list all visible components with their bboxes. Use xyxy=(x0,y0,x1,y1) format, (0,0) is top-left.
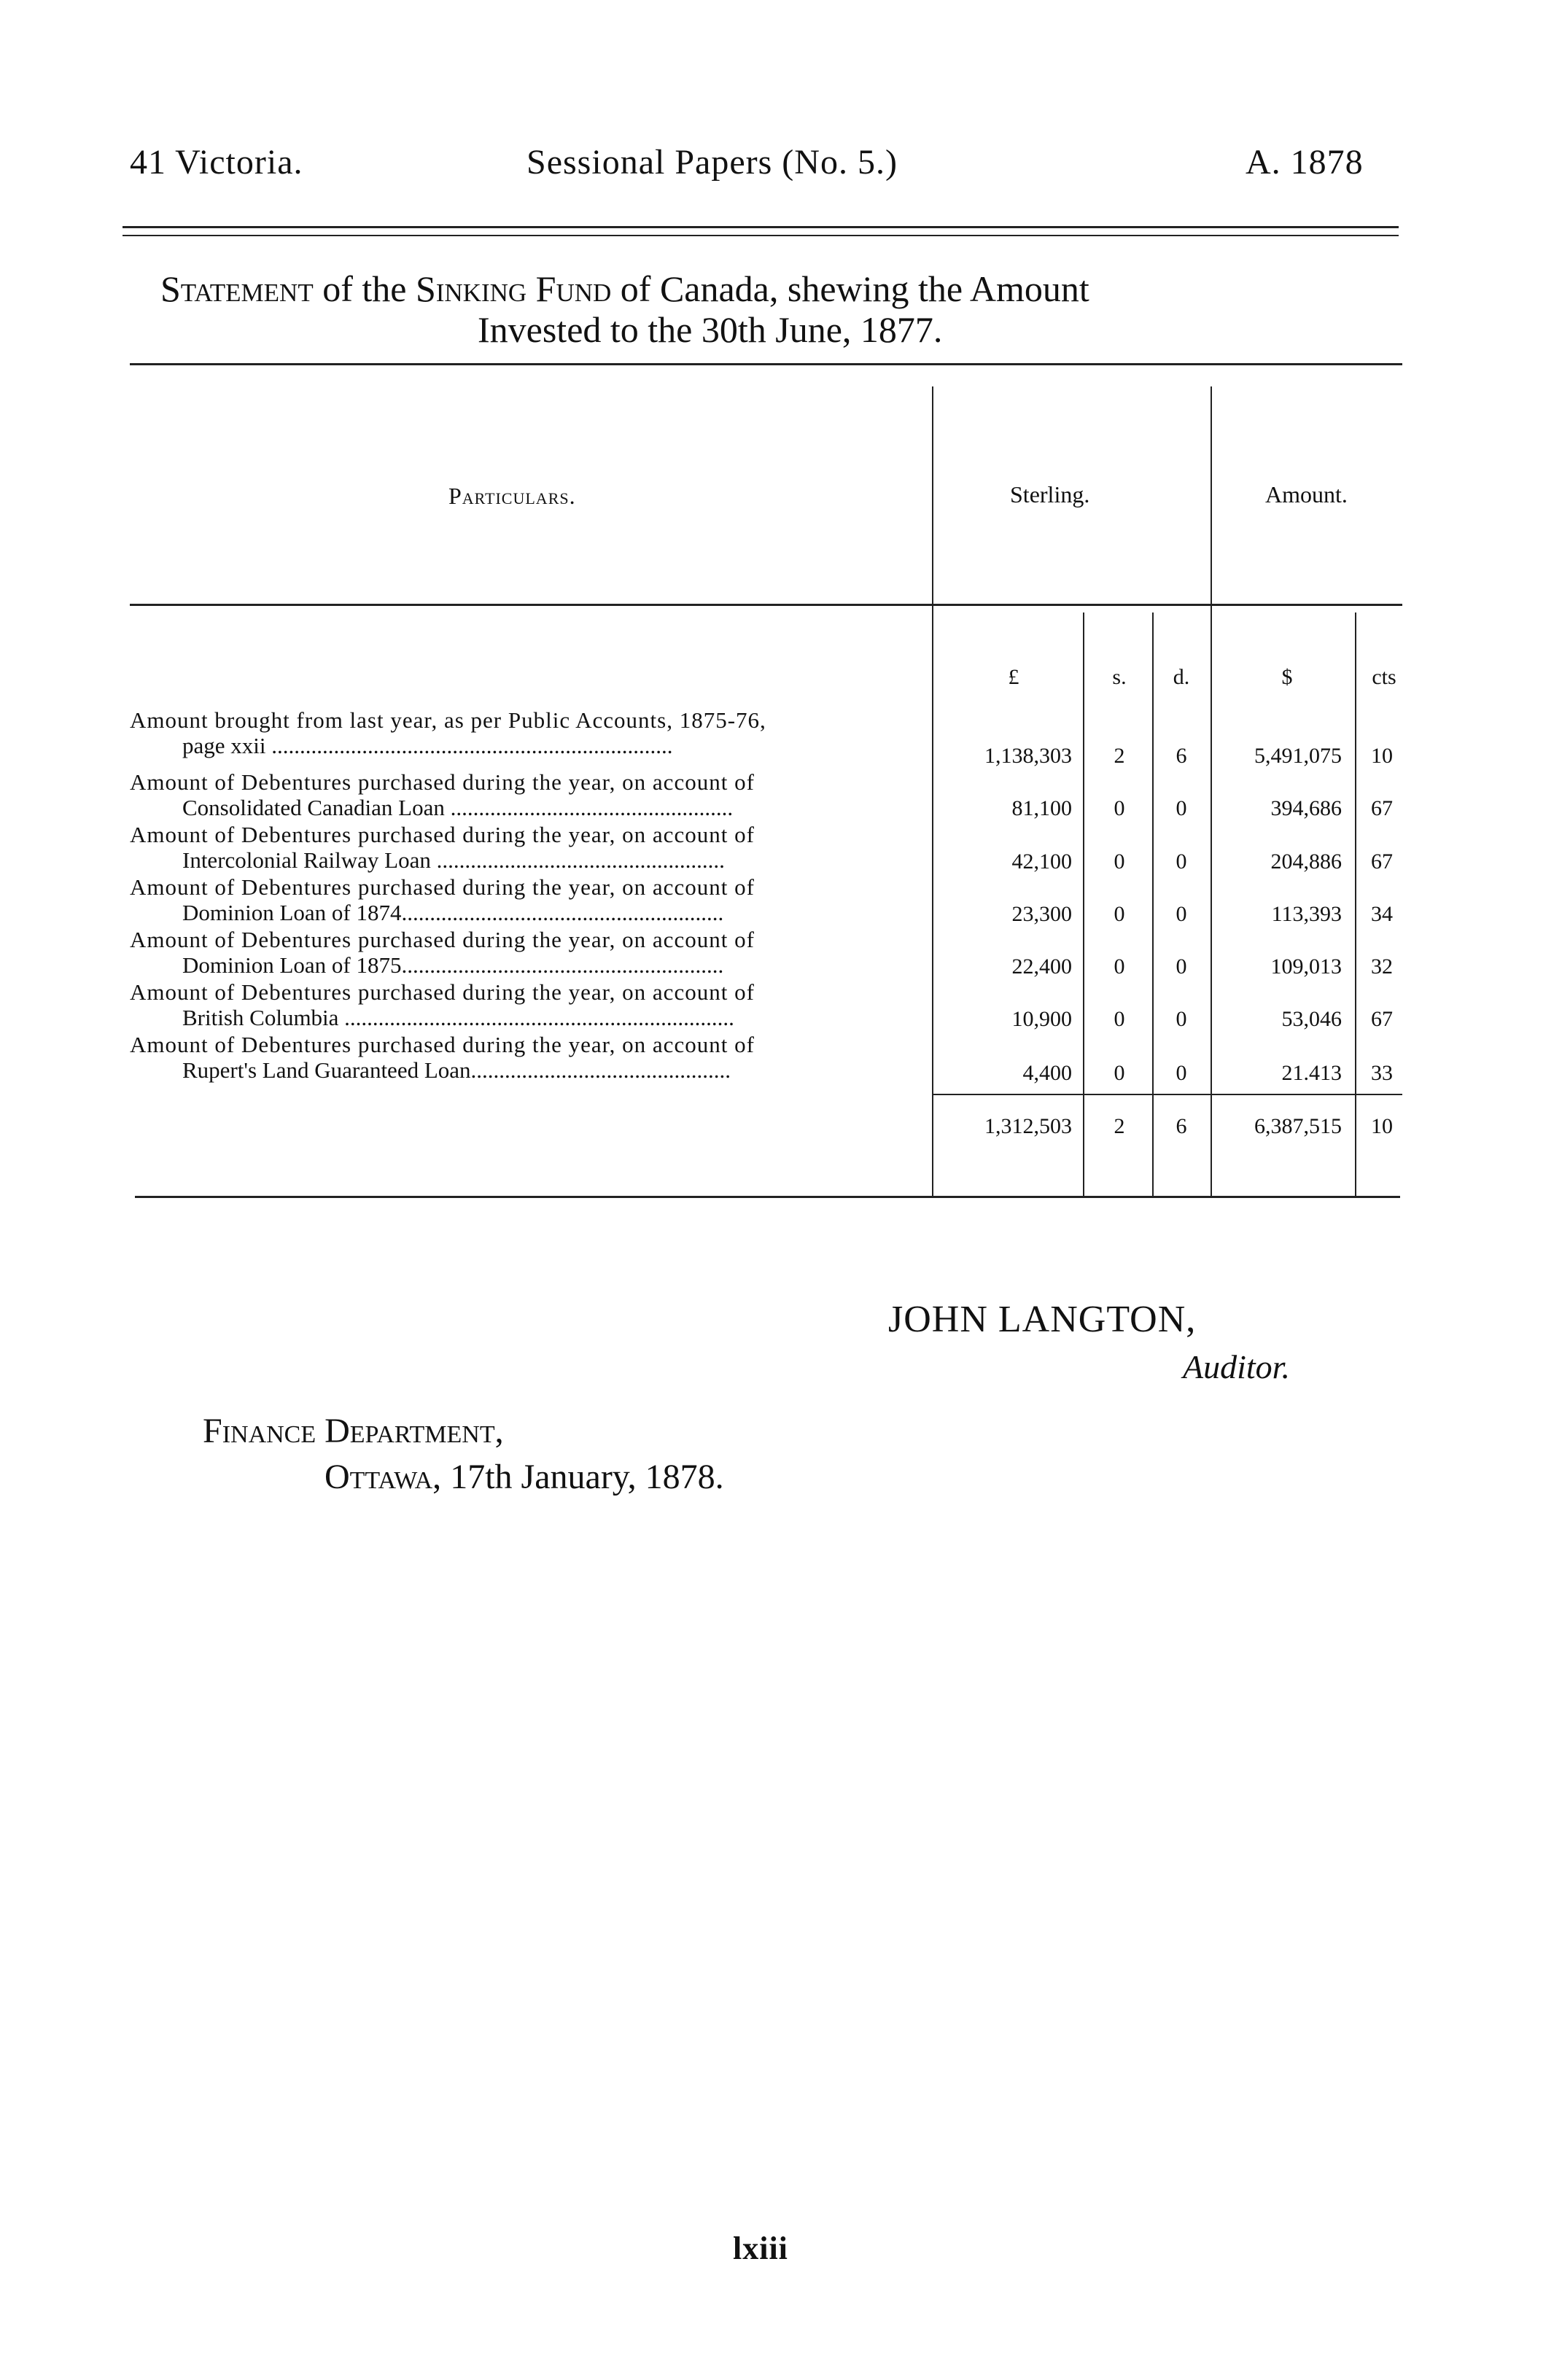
dateline-date: 17th January, 1878. xyxy=(441,1458,724,1496)
row-cents: 33 xyxy=(1371,1061,1393,1085)
table-vrule-cents xyxy=(1355,612,1356,1196)
row-shillings: 0 xyxy=(1114,849,1125,874)
page-number: lxiii xyxy=(733,2231,788,2266)
department-name xyxy=(203,1411,504,1451)
header-rule-top xyxy=(123,226,1399,228)
row-dollars: 204,886 xyxy=(1270,849,1342,874)
total-pence: 6 xyxy=(1176,1114,1187,1138)
row-desc-line1: Amount of Debentures purchased during the year, on account of xyxy=(130,822,755,847)
table-row-desc xyxy=(130,822,932,873)
header-papers: Sessional Papers (No. 5.) xyxy=(527,143,898,182)
row-dollars: 113,393 xyxy=(1271,902,1342,926)
header-rule-bottom xyxy=(123,235,1399,236)
row-desc-line2: Consolidated Canadian Loan .................................................. xyxy=(182,795,734,820)
total-rule xyxy=(932,1094,1402,1095)
row-dollars: 21.413 xyxy=(1281,1061,1342,1085)
auditor-title: Auditor. xyxy=(1183,1348,1290,1385)
row-desc-line2: Intercolonial Railway Loan ................................................... xyxy=(182,847,725,873)
title-rule xyxy=(130,363,1402,365)
unit-dollars: $ xyxy=(1281,665,1293,689)
table-row-desc xyxy=(130,769,932,820)
row-pounds: 4,400 xyxy=(1022,1061,1072,1085)
total-shillings: 2 xyxy=(1114,1114,1125,1138)
row-desc-line1: Amount of Debentures purchased during the year, on account of xyxy=(130,874,755,900)
row-pence: 0 xyxy=(1176,796,1187,820)
auditor-name: JOHN LANGTON, xyxy=(888,1299,1197,1340)
row-pounds: 42,100 xyxy=(1011,849,1072,874)
row-desc-line1: Amount of Debentures purchased during the year, on account of xyxy=(130,769,755,795)
department-line: Finance Department, xyxy=(203,1412,504,1450)
total-pounds: 1,312,503 xyxy=(984,1114,1072,1138)
total-dollars: 6,387,515 xyxy=(1254,1114,1342,1138)
row-shillings: 2 xyxy=(1114,744,1125,768)
row-pence: 0 xyxy=(1176,1061,1187,1085)
row-shillings: 0 xyxy=(1114,1061,1125,1085)
unit-cents: cts xyxy=(1372,665,1396,689)
title-statement: Statement xyxy=(160,268,314,309)
header-year: A. 1878 xyxy=(1246,143,1364,182)
table-row-desc xyxy=(130,979,932,1030)
row-pounds: 1,138,303 xyxy=(984,744,1072,768)
row-pounds: 81,100 xyxy=(1011,796,1072,820)
row-dollars: 109,013 xyxy=(1270,954,1342,979)
row-shillings: 0 xyxy=(1114,902,1125,926)
row-desc-line1: Amount of Debentures purchased during the year, on account of xyxy=(130,1032,755,1057)
table-vrule-shillings xyxy=(1083,612,1084,1196)
row-cents: 10 xyxy=(1371,744,1393,768)
header-separator-rule xyxy=(130,604,1402,606)
row-desc-line1: Amount of Debentures purchased during the year, on account of xyxy=(130,979,755,1005)
row-pence: 0 xyxy=(1176,954,1187,979)
header-volume: 41 Victoria. xyxy=(130,143,303,182)
row-desc-line2: Dominion Loan of 1874......................................................... xyxy=(182,900,724,925)
row-dollars: 53,046 xyxy=(1281,1007,1342,1031)
row-pence: 0 xyxy=(1176,902,1187,926)
table-row-desc xyxy=(130,874,932,925)
unit-pence: d. xyxy=(1173,665,1190,689)
title-line2: Invested to the 30th June, 1877. xyxy=(478,309,943,350)
table-row-desc xyxy=(130,1032,932,1083)
row-cents: 34 xyxy=(1371,902,1393,926)
table-vrule-sterling xyxy=(932,386,933,1196)
row-dollars: 394,686 xyxy=(1270,796,1342,820)
page-title xyxy=(160,268,1400,350)
row-pence: 0 xyxy=(1176,849,1187,874)
title-sinking-fund: Sinking Fund xyxy=(415,268,612,309)
row-pounds: 10,900 xyxy=(1011,1007,1072,1031)
row-pence: 6 xyxy=(1176,744,1187,768)
table-row-desc xyxy=(130,707,932,758)
row-cents: 32 xyxy=(1371,954,1393,979)
row-cents: 67 xyxy=(1371,849,1393,874)
title-rest: of Canada, shewing the Amount xyxy=(611,268,1089,309)
row-pounds: 23,300 xyxy=(1011,902,1072,926)
col-sterling: Sterling. xyxy=(1010,481,1090,508)
row-desc-line2: British Columbia ..................................................................... xyxy=(182,1005,734,1030)
row-desc-line1: Amount of Debentures purchased during the year, on account of xyxy=(130,927,755,952)
row-desc-line2: page xxii ....................................................................... xyxy=(182,733,673,758)
unit-pounds: £ xyxy=(1008,665,1019,689)
row-cents: 67 xyxy=(1371,796,1393,820)
row-desc-line2: Dominion Loan of 1875......................................................... xyxy=(182,952,724,978)
row-pounds: 22,400 xyxy=(1011,954,1072,979)
dateline-city: Ottawa, xyxy=(325,1458,442,1496)
unit-shillings: s. xyxy=(1112,665,1127,689)
dateline xyxy=(325,1457,724,1497)
table-row-desc xyxy=(130,927,932,978)
row-cents: 67 xyxy=(1371,1007,1393,1031)
row-shillings: 0 xyxy=(1114,796,1125,820)
table-vrule-pence xyxy=(1152,612,1154,1196)
row-desc-line1: Amount brought from last year, as per Public Accounts, 1875-76, xyxy=(130,707,766,733)
row-dollars: 5,491,075 xyxy=(1254,744,1342,768)
col-particulars: Particulars. xyxy=(448,483,576,509)
col-amount: Amount. xyxy=(1265,481,1348,508)
total-cents: 10 xyxy=(1371,1114,1393,1138)
title-of: of the xyxy=(313,268,416,309)
table-bottom-rule xyxy=(135,1196,1400,1198)
row-desc-line2: Rupert's Land Guaranteed Loan.............................................. xyxy=(182,1057,731,1083)
row-pence: 0 xyxy=(1176,1007,1187,1031)
row-shillings: 0 xyxy=(1114,954,1125,979)
row-shillings: 0 xyxy=(1114,1007,1125,1031)
